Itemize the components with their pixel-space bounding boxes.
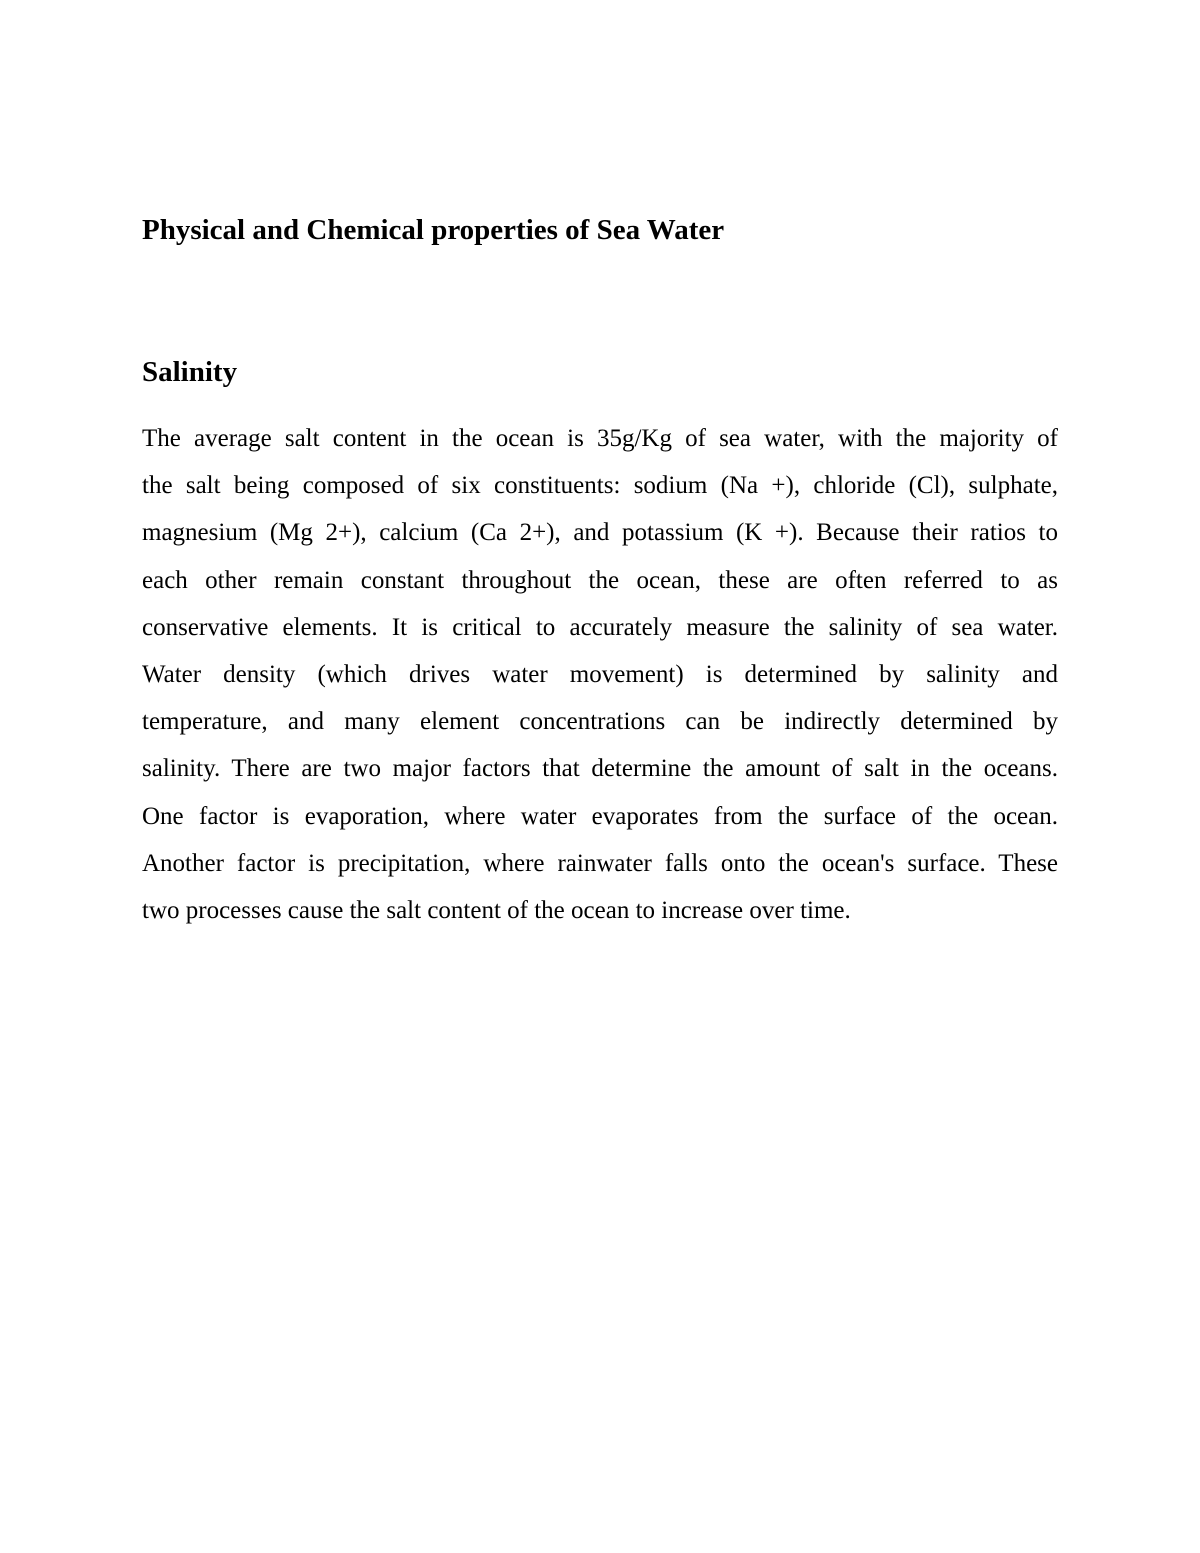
- paragraph-line: Another factor is precipitation, where rainwater falls onto the ocean's surface. These: [142, 849, 1058, 877]
- paragraph-line: magnesium (Mg 2+), calcium (Ca 2+), and potassium (K +). Because their ratios to: [142, 519, 1058, 547]
- document-title: Physical and Chemical properties of Sea Water: [142, 214, 725, 246]
- paragraph-line: the salt being composed of six constituents: sodium (Na +), chloride (Cl), sulphate,: [142, 472, 1058, 500]
- paragraph-line: two processes cause the salt content of the ocean to increase over time.: [142, 896, 851, 924]
- section-heading-salinity: Salinity: [142, 356, 238, 388]
- paragraph-line: conservative elements. It is critical to accurately measure the salinity of sea water.: [142, 613, 1058, 641]
- paragraph-line: Water density (which drives water movement) is determined by salinity and: [142, 660, 1058, 688]
- paragraph-line: The average salt content in the ocean is 35g/Kg of sea water, with the majority of: [142, 425, 1058, 452]
- paragraph-line: One factor is evaporation, where water evaporates from the surface of the ocean.: [142, 802, 1058, 830]
- paragraph-line: each other remain constant throughout the ocean, these are often referred to as: [142, 566, 1058, 594]
- salinity-paragraph: [142, 415, 1058, 934]
- paragraph-line: temperature, and many element concentrations can be indirectly determined by: [142, 708, 1058, 736]
- paragraph-line: salinity. There are two major factors that determine the amount of salt in the oceans.: [142, 755, 1058, 783]
